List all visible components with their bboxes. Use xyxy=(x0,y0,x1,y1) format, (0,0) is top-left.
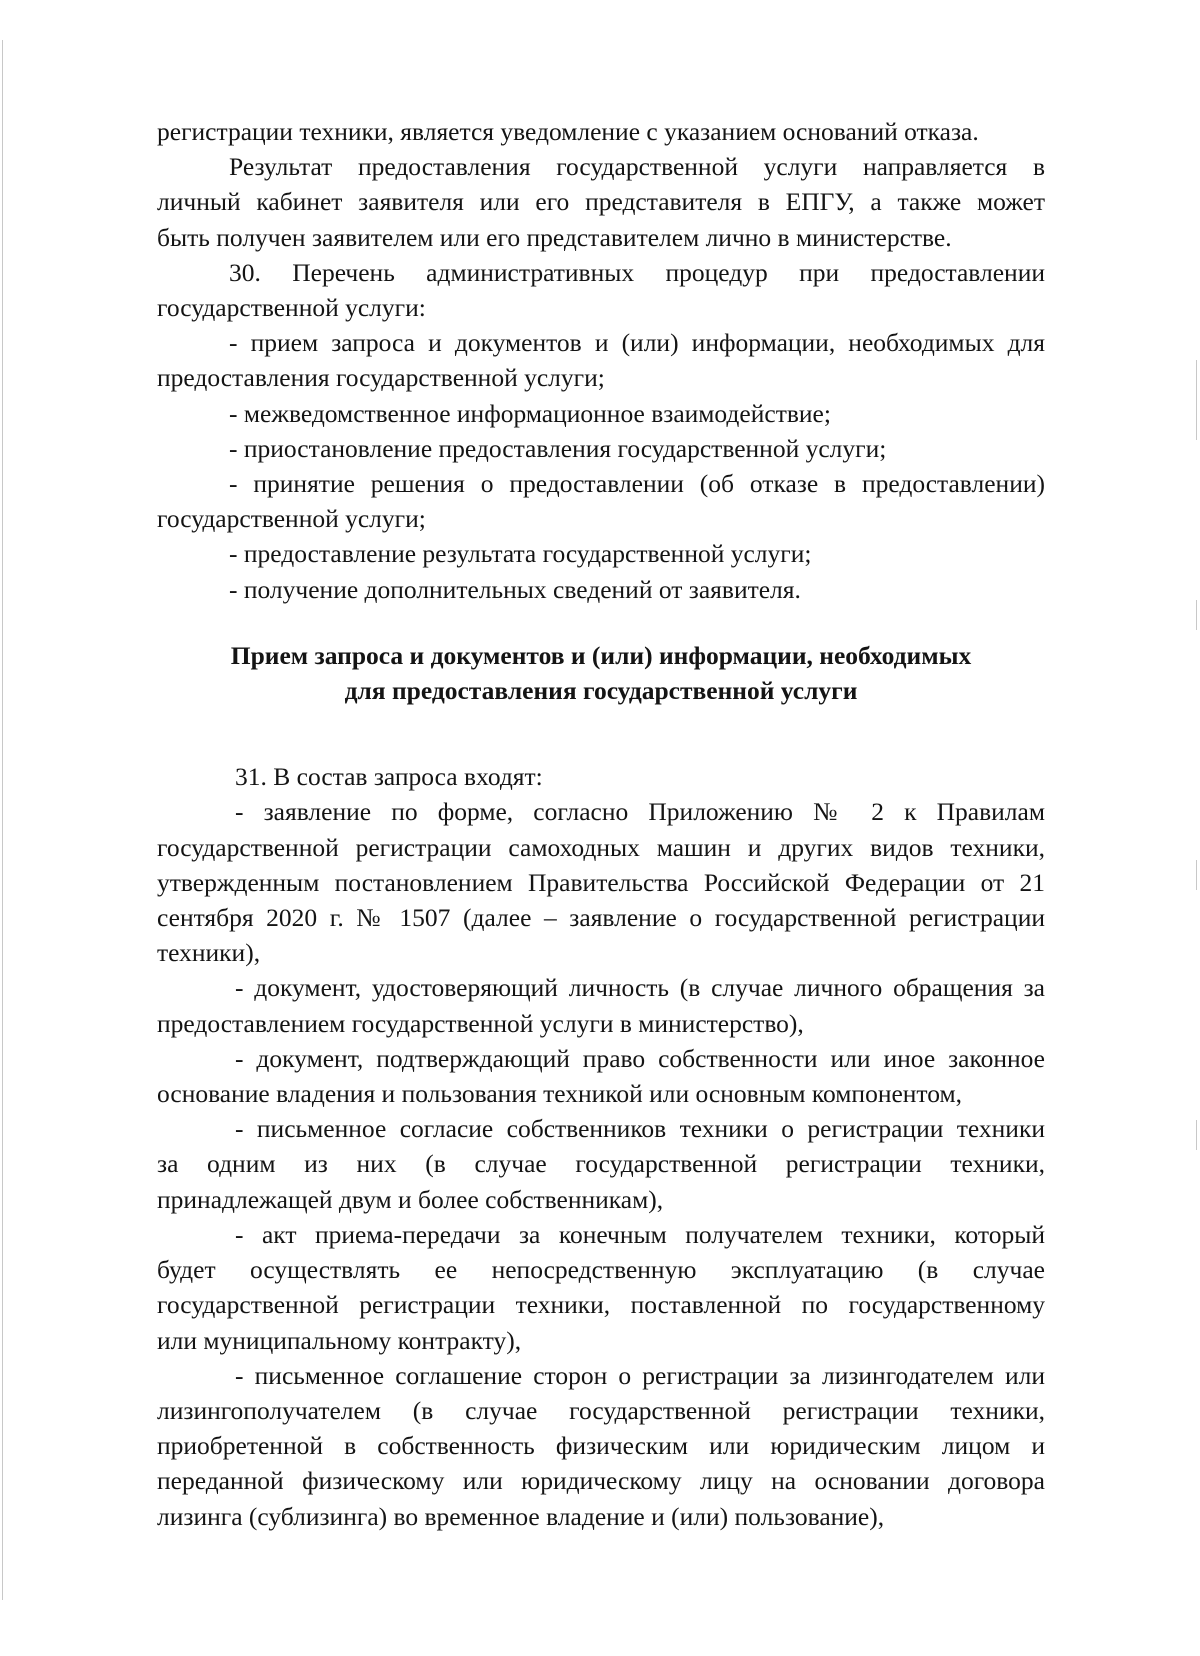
section-title-line: для предоставления государственной услуги xyxy=(344,676,858,706)
paragraph xyxy=(157,1358,1045,1534)
text-line: - документ, подтверждающий право собственности или иное законное xyxy=(235,1043,1045,1073)
text-line: - предоставление результата государственной услуги; xyxy=(229,539,812,569)
text-line: - принятие решения о предоставлении (об отказе в предоставлении) xyxy=(229,469,1045,499)
paragraph xyxy=(157,325,1045,395)
paragraph xyxy=(157,431,1045,466)
text-line: - акт приема-передачи за конечным получателем техники, который xyxy=(235,1219,1045,1249)
paragraph xyxy=(157,466,1045,536)
text-line: предоставления государственной услуги; xyxy=(157,363,605,393)
text-line: за одним из них (в случае государственной регистрации техники, xyxy=(157,1149,1045,1179)
paragraph xyxy=(157,759,1045,794)
paragraph xyxy=(157,396,1045,431)
scan-edge-right xyxy=(1196,860,1197,890)
text-line: - получение дополнительных сведений от заявителя. xyxy=(229,574,801,604)
text-line: лизинга (сублизинга) во временное владение и (или) пользование), xyxy=(157,1501,885,1531)
paragraph xyxy=(157,794,1045,970)
text-line: принадлежащей двум и более собственникам), xyxy=(157,1184,664,1214)
document-page xyxy=(157,114,1045,1534)
text-line: - документ, удостоверяющий личность (в случае личного обращения за xyxy=(235,973,1045,1003)
text-line: - заявление по форме, согласно Приложению № 2 к Правилам xyxy=(235,797,1045,827)
text-line: регистрации техники, является уведомление с указанием оснований отказа. xyxy=(157,117,979,146)
text-line: основание владения и пользования техникой или основным компонентом, xyxy=(157,1079,963,1109)
paragraph xyxy=(157,536,1045,571)
scan-edge-left xyxy=(2,40,3,1600)
text-line: государственной регистрации самоходных машин и других видов техники, xyxy=(157,832,1045,862)
section-title xyxy=(157,638,1045,708)
text-line: будет осуществлять ее непосредственную эксплуатацию (в случае xyxy=(157,1255,1045,1285)
paragraph xyxy=(157,255,1045,325)
text-line: личный кабинет заявителя или его представителя в ЕПГУ, а также может xyxy=(157,187,1045,217)
text-line: 31. В состав запроса входят: xyxy=(235,762,543,792)
text-line: - прием запроса и документов и (или) информации, необходимых для xyxy=(229,328,1045,358)
text-line: быть получен заявителем или его представителем лично в министерстве. xyxy=(157,222,952,252)
scan-edge-right xyxy=(1196,600,1197,630)
section-title-line: Прием запроса и документов и (или) информации, необходимых xyxy=(230,640,972,670)
text-line: предоставлением государственной услуги в министерство), xyxy=(157,1008,804,1038)
text-line: государственной услуги; xyxy=(157,504,426,534)
text-line: лизингополучателем (в случае государственной регистрации техники, xyxy=(157,1395,1045,1425)
text-line: сентября 2020 г. № 1507 (далее – заявление о государственной регистрации xyxy=(157,903,1045,933)
text-line: или муниципальному контракту), xyxy=(157,1325,522,1355)
paragraph xyxy=(157,114,1045,149)
paragraph xyxy=(157,1111,1045,1217)
text-line: государственной услуги: xyxy=(157,293,426,323)
paragraph xyxy=(157,970,1045,1040)
text-line: - письменное соглашение сторон о регистрации за лизингодателем или xyxy=(235,1360,1045,1390)
paragraph xyxy=(157,1217,1045,1358)
text-line: техники), xyxy=(157,938,261,968)
body-paragraphs xyxy=(157,759,1045,1533)
text-line: утвержденным постановлением Правительства Российской Федерации от 21 xyxy=(157,867,1045,897)
scan-edge-right xyxy=(1196,360,1197,440)
text-line: государственной регистрации техники, поставленной по государственному xyxy=(157,1290,1045,1320)
text-line: - приостановление предоставления государственной услуги; xyxy=(229,433,887,463)
intro-paragraphs xyxy=(157,114,1045,607)
scan-edge-right xyxy=(1196,1120,1197,1150)
paragraph xyxy=(157,572,1045,607)
text-line: приобретенной в собственность физическим или юридическим лицом и xyxy=(157,1431,1045,1461)
text-line: 30. Перечень административных процедур при предоставлении xyxy=(229,257,1045,287)
paragraph xyxy=(157,1041,1045,1111)
text-line: - межведомственное информационное взаимодействие; xyxy=(229,398,831,428)
text-line: переданной физическому или юридическому лицу на основании договора xyxy=(157,1466,1045,1496)
paragraph xyxy=(157,149,1045,255)
text-line: Результат предоставления государственной услуги направляется в xyxy=(229,152,1045,182)
text-line: - письменное согласие собственников техники о регистрации техники xyxy=(235,1114,1045,1144)
